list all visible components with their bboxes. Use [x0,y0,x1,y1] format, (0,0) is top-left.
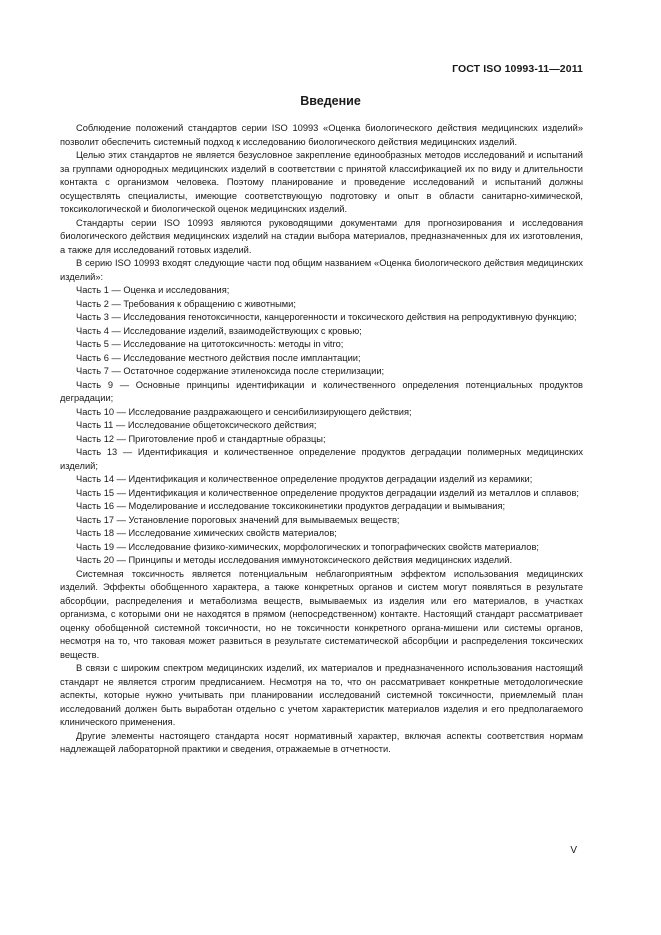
paragraph: В серию ISO 10993 входят следующие части под общим названием «Оценка биологического действия медицинских изделий»: [60,258,583,282]
paragraph: Стандарты серии ISO 10993 являются руководящими документами для прогнозирования и исследования биологического действия медицинских изделий на стадии выбора материалов, предназначенных для их изготовления, а также для исследований готовых изделий. [60,217,583,255]
part-item: Часть 10 — Исследование раздражающего и сенсибилизирующего действия; [76,406,412,417]
section-title: Введение [300,94,361,108]
part-item: Часть 14 — Идентификация и количественное определение продуктов деградации изделий из керамики; [76,474,533,484]
paragraph: Системная токсичность является потенциальным неблагоприятным эффектом использования медицинских изделий. Эффекты обобщенного характера, а также конкретных органов и систем могут появляться в результате абсорбции, распределения и метаболизма веществ, вымываемых из изделия или его материалов, в участках организма, с которыми они не находятся в прямом (непосредственном) контакте. Настоящий стандарт рассматривает оценку обобщенной системной токсичности, но не токсичности конкретного органа-мишени или системы органов, несмотря на то, что таковая может развиться в результате систематической абсорбции и распределения токсических веществ. [60,568,583,660]
document-body [60,122,583,757]
paragraph: Другие элементы настоящего стандарта носят нормативный характер, включая аспекты соответствия нормам надлежащей лабораторной практики и сведения, отражаемые в отчетности. [60,730,583,754]
part-item: Часть 13 — Идентификация и количественное определение продуктов деградации полимерных медицинских изделий; [60,447,583,471]
part-item: Часть 2 — Требования к обращению с животными; [76,298,296,309]
part-item: Часть 7 — Остаточное содержание этиленоксида после стерилизации; [76,366,385,376]
part-item: Часть 1 — Оценка и исследования; [76,285,230,295]
part-item: Часть 9 — Основные принципы идентификации и количественного определения потенциальных продуктов деградации; [60,379,583,403]
paragraph: Целью этих стандартов не является безусловное закрепление единообразных методов исследований и испытаний за группами однородных медицинских изделий в соответствии с принятой классификацией их по виду и длительности контакта с организмом человека. Поэтому планирование и проведение исследований и испытаний должны осуществлять специалисты, имеющие соответствующую подготовку и опыт в области санитарно-химической, токсикологической и биологической оценок медицинских изделий. [60,150,583,214]
part-item: Часть 16 — Моделирование и исследование токсикокинетики продуктов деградации и вымывания; [76,501,506,511]
standard-designation: ГОСТ ISO 10993-11—2011 [452,63,583,75]
part-item: Часть 17 — Установление пороговых значений для вымываемых веществ; [76,514,400,525]
paragraph: В связи с широким спектром медицинских изделий, их материалов и предназначенного использования настоящий стандарт не является строгим предписанием. Несмотря на то, что он рассматривает конкретные методологические аспекты, которые нужно учитывать при планировании исследований системной токсичности, приемлемый план исследований должен быть выработан отдельно с учетом характеристик материалов изделия и его предполагаемого клинического применения. [60,663,583,727]
part-item: Часть 4 — Исследование изделий, взаимодействующих с кровью; [76,325,362,336]
part-item: Часть 18 — Исследование химических свойств материалов; [76,528,337,538]
part-item: Часть 12 — Приготовление проб и стандартные образцы; [76,433,326,444]
part-item: Часть 11 — Исследование общетоксического действия; [76,420,317,430]
part-item: Часть 5 — Исследование на цитотоксичность: методы in vitro; [76,339,344,349]
part-item: Часть 3 — Исследования генотоксичности, канцерогенности и токсического действия на репродуктивную функцию; [76,312,577,322]
part-item: Часть 6 — Исследование местного действия после имплантации; [76,352,361,363]
paragraph: Соблюдение положений стандартов серии ISO 10993 «Оценка биологического действия медицинских изделий» позволит обеспечить системный подход к исследованию биологического действия медицинских изделий. [60,123,583,147]
part-item: Часть 20 — Принципы и методы исследования иммунотоксического действия медицинских изделий. [76,555,513,565]
part-item: Часть 15 — Идентификация и количественное определение продуктов деградации изделий из металлов и сплавов; [76,487,579,498]
part-item: Часть 19 — Исследование физико-химических, морфологических и топографических свойств материалов; [76,541,539,552]
page-number: V [570,845,577,856]
